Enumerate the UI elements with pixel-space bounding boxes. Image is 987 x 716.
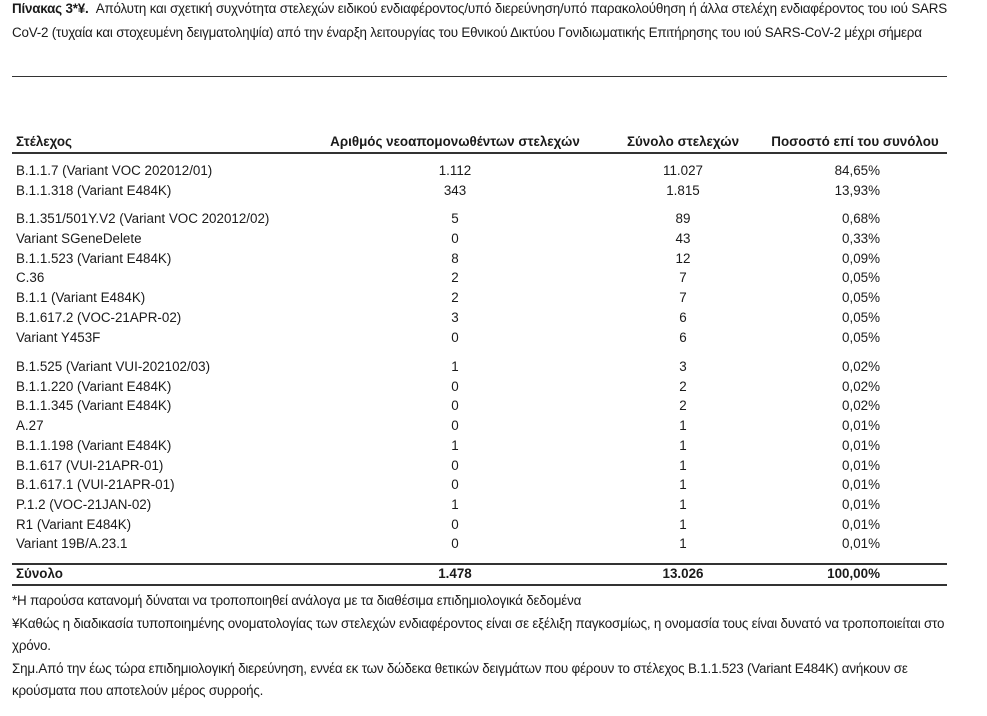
table-row <box>0 289 987 307</box>
row-strain: R1 (Variant E484K) <box>16 516 132 532</box>
table-row <box>0 397 987 415</box>
table-row <box>0 417 987 435</box>
table-row <box>0 182 987 200</box>
row-total-strains: 3 <box>679 359 687 374</box>
row-new-isolates: 1 <box>451 496 459 512</box>
table-row <box>0 250 987 268</box>
row-new-isolates: 2 <box>451 290 459 306</box>
row-percentage: 0,01% <box>842 418 880 434</box>
row-total-strains: 6 <box>679 329 687 345</box>
row-new-isolates: 8 <box>451 250 459 266</box>
row-percentage: 0,02% <box>842 398 880 414</box>
row-total-strains: 6 <box>679 310 687 325</box>
row-strain: B.1.617.1 (VUI-21APR-01) <box>16 477 175 493</box>
row-percentage: 0,05% <box>842 290 880 306</box>
table-row <box>0 269 987 287</box>
row-strain: B.1.1.523 (Variant E484K) <box>16 250 172 266</box>
row-new-isolates: 0 <box>451 516 459 532</box>
row-percentage: 0,01% <box>842 477 880 493</box>
row-new-isolates: 0 <box>451 378 459 394</box>
row-total-strains: 43 <box>675 230 691 246</box>
row-strain: B.1.1.198 (Variant E484K) <box>16 437 172 453</box>
footnote-note: Σημ.Από την έως τώρα επιδημιολογική διερεύνηση, εννέα εκ των δώδεκα θετικών δειγμάτων που φέρουν το στέλεχος B.1.1.523 (Variant E484K) ανήκουν σε κρούσματα που αποτελούν μέρος συρροής. <box>12 660 908 698</box>
table-header <box>0 133 987 151</box>
row-strain: Variant Y453F <box>16 329 101 345</box>
row-strain: B.1.351/501Y.V2 (Variant VOC 202012/02) <box>16 211 270 226</box>
row-total-strains: 1 <box>679 457 687 473</box>
row-new-isolates: 0 <box>451 230 459 246</box>
row-total-strains: 1 <box>679 437 687 453</box>
table-row <box>0 496 987 514</box>
row-strain: B.1.617 (VUI-21APR-01) <box>16 457 164 473</box>
row-percentage: 0,01% <box>842 457 880 473</box>
row-percentage: 0,05% <box>842 270 880 286</box>
row-percentage: 84,65% <box>834 163 880 178</box>
row-percentage: 0,02% <box>842 359 880 374</box>
total-label: Σύνολο <box>16 566 63 581</box>
table-caption <box>12 0 947 45</box>
header-divider <box>12 152 947 154</box>
row-strain: B.1.1.220 (Variant E484K) <box>16 378 172 394</box>
row-new-isolates: 3 <box>451 310 459 325</box>
row-new-isolates: 1.112 <box>438 163 472 178</box>
row-strain: B.1.1.7 (Variant VOC 202012/01) <box>16 163 213 178</box>
row-new-isolates: 2 <box>451 270 459 286</box>
table-row <box>0 378 987 396</box>
row-strain: B.1.1 (Variant E484K) <box>16 290 146 306</box>
row-strain: B.1.525 (Variant VUI-202102/03) <box>16 359 211 374</box>
footnotes <box>12 590 947 703</box>
row-percentage: 0,09% <box>842 250 880 266</box>
row-new-isolates: 0 <box>451 418 459 434</box>
total-strains: 13.026 <box>662 566 704 581</box>
row-percentage: 0,01% <box>842 536 880 552</box>
header-strain: Στέλεχος <box>16 134 72 149</box>
header-new-isolates: Αριθμός νεοαπομονωθέντων στελεχών <box>330 134 580 149</box>
row-total-strains: 1 <box>679 477 687 493</box>
row-total-strains: 1 <box>679 418 687 434</box>
row-new-isolates: 0 <box>451 329 459 345</box>
footnote-yen: ¥Καθώς η διαδικασία τυποποιημένης ονοματολογίας των στελεχών ενδιαφέροντος είναι σε εξέλιξη παγκοσμίως, η ονομασία τους είναι δυνατό να τροποποιείται στο χρόνο. <box>12 615 945 653</box>
caption-text: Απόλυτη και σχετική συχνότητα στελεχών ειδικού ενδιαφέροντος/υπό διερεύνηση/υπό παρακολούθηση ή άλλα στελέχη ενδιαφέροντος του ιού SARS CoV-2 (τυχαία και στοχευμένη δειγματοληψία) από την έναρξη λειτουργίας του Εθνικού Δικτύου Γονιδιωματικής Επιτήρησης του ιού SARS-CoV-2 μέχρι σήμερα <box>12 1 947 40</box>
table-row <box>0 329 987 347</box>
row-percentage: 0,68% <box>842 211 880 226</box>
row-percentage: 0,05% <box>842 310 880 325</box>
row-total-strains: 89 <box>675 211 691 226</box>
row-total-strains: 1.815 <box>666 182 700 198</box>
row-percentage: 0,02% <box>842 378 880 394</box>
table-row <box>0 437 987 455</box>
footnote-asterisk: *Η παρούσα κατανομή δύναται να τροποποιηθεί ανάλογα με τα διαθέσιμα επιδημιολογικά δεδομένα <box>12 593 582 608</box>
row-total-strains: 1 <box>679 516 687 532</box>
table-row <box>0 457 987 475</box>
table-row <box>0 535 987 553</box>
row-total-strains: 11.027 <box>663 163 703 178</box>
row-new-isolates: 343 <box>443 182 467 198</box>
row-percentage: 13,93% <box>834 182 880 198</box>
row-new-isolates: 0 <box>451 477 459 493</box>
row-total-strains: 7 <box>679 290 687 306</box>
row-strain: Variant 19B/A.23.1 <box>16 536 128 552</box>
table-row <box>0 230 987 248</box>
row-total-strains: 1 <box>679 536 687 552</box>
header-total-strains: Σύνολο στελεχών <box>626 134 740 149</box>
total-divider-bottom <box>12 584 947 586</box>
row-percentage: 0,33% <box>842 230 880 246</box>
table-row <box>0 358 987 376</box>
row-percentage: 0,01% <box>842 496 880 512</box>
row-strain: Variant SGeneDelete <box>16 230 142 246</box>
total-row <box>0 565 987 583</box>
table-row <box>0 162 987 180</box>
row-percentage: 0,01% <box>842 516 880 532</box>
table-row <box>0 476 987 494</box>
row-new-isolates: 0 <box>451 457 459 473</box>
table-row <box>0 516 987 534</box>
row-new-isolates: 0 <box>451 398 459 414</box>
row-new-isolates: 5 <box>451 211 459 226</box>
total-new-isolates: 1.478 <box>438 566 472 581</box>
row-total-strains: 1 <box>679 496 687 512</box>
row-percentage: 0,01% <box>842 437 880 453</box>
total-percentage: 100,00% <box>827 566 880 581</box>
header-percentage: Ποσοστό επί του συνόλου <box>771 134 939 149</box>
row-total-strains: 12 <box>675 250 691 266</box>
row-strain: A.27 <box>16 418 44 434</box>
row-new-isolates: 1 <box>451 437 459 453</box>
row-strain: B.1.1.345 (Variant E484K) <box>16 398 172 414</box>
row-percentage: 0,05% <box>842 329 880 345</box>
caption-label: Πίνακας 3*¥. <box>12 1 89 16</box>
table-row <box>0 309 987 327</box>
row-total-strains: 2 <box>679 398 687 414</box>
row-strain: P.1.2 (VOC-21JAN-02) <box>16 496 152 512</box>
row-strain: B.1.1.318 (Variant E484K) <box>16 182 172 198</box>
row-total-strains: 2 <box>679 378 687 394</box>
row-strain: C.36 <box>16 270 45 286</box>
row-total-strains: 7 <box>679 270 687 286</box>
table-row <box>0 210 987 228</box>
divider <box>12 76 947 77</box>
row-new-isolates: 0 <box>451 536 459 552</box>
row-new-isolates: 1 <box>451 359 459 374</box>
row-strain: B.1.617.2 (VOC-21APR-02) <box>16 310 182 325</box>
